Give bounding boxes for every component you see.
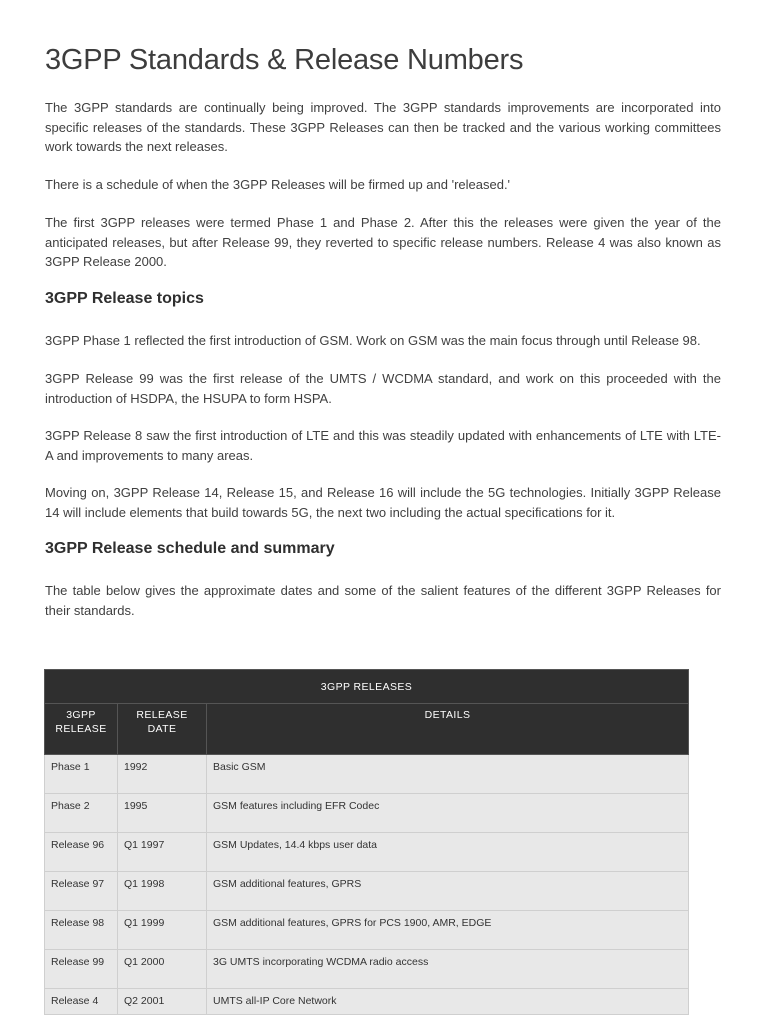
intro-paragraph: There is a schedule of when the 3GPP Releases will be firmed up and 'released.' [45, 177, 511, 192]
topic-paragraph: 3GPP Phase 1 reflected the first introduction of GSM. Work on GSM was the main focus through until Release 98. [45, 333, 701, 348]
release-cell: Release 98 [45, 911, 118, 950]
table-row [45, 794, 689, 833]
release-cell: Phase 2 [45, 794, 118, 833]
topic-paragraph: 3GPP Release 99 was the first release of the UMTS / WCDMA standard, and work on this proceeded with the introduction of HSDPA, the HSUPA to form HSPA. [45, 371, 721, 406]
section-heading-topics: 3GPP Release topics [45, 290, 204, 307]
table-row [45, 872, 689, 911]
topic-paragraph: Moving on, 3GPP Release 14, Release 15, and Release 16 will include the 5G technologies. Initially 3GPP Release 14 will include elements that build towards 5G, the next two including the actual specifications for it. [45, 485, 721, 520]
table-row [45, 833, 689, 872]
intro-paragraph: The 3GPP standards are continually being improved. The 3GPP standards improvements are incorporated into specific releases of the standards. These 3GPP Releases can then be tracked and the various working committees work towards the next releases. [45, 100, 721, 154]
date-cell: 1995 [118, 794, 207, 833]
table-header-row [45, 704, 689, 755]
column-header-release: 3GPP RELEASE [45, 704, 118, 755]
page-title: 3GPP Standards & Release Numbers [45, 44, 524, 76]
release-cell: Release 96 [45, 833, 118, 872]
topic-paragraph: 3GPP Release 8 saw the first introduction of LTE and this was steadily updated with enhancements of LTE with LTE-A and improvements to many areas. [45, 428, 721, 463]
section-heading-schedule: 3GPP Release schedule and summary [45, 540, 335, 557]
date-cell: Q1 1998 [118, 872, 207, 911]
table-caption-row [45, 670, 689, 704]
details-cell: GSM Updates, 14.4 kbps user data [207, 833, 689, 872]
details-cell: Basic GSM [207, 755, 689, 794]
details-cell: 3G UMTS incorporating WCDMA radio access [207, 950, 689, 989]
date-cell: Q1 1997 [118, 833, 207, 872]
release-cell: Release 99 [45, 950, 118, 989]
schedule-paragraph: The table below gives the approximate dates and some of the salient features of the different 3GPP Releases for their standards. [45, 583, 721, 618]
table-row [45, 755, 689, 794]
date-cell: 1992 [118, 755, 207, 794]
intro-paragraph: The first 3GPP releases were termed Phase 1 and Phase 2. After this the releases were given the year of the anticipated releases, but after Release 99, they reverted to specific release numbers. Release 4 was also known as 3GPP Release 2000. [45, 215, 721, 269]
release-cell: Release 4 [45, 989, 118, 1015]
column-header-date: RELEASE DATE [118, 704, 207, 755]
details-cell: UMTS all-IP Core Network [207, 989, 689, 1015]
table-row [45, 989, 689, 1015]
release-cell: Release 97 [45, 872, 118, 911]
date-cell: Q1 2000 [118, 950, 207, 989]
table-caption: 3GPP RELEASES [45, 670, 689, 704]
table-row [45, 950, 689, 989]
details-cell: GSM additional features, GPRS for PCS 1900, AMR, EDGE [207, 911, 689, 950]
table-row [45, 911, 689, 950]
details-cell: GSM features including EFR Codec [207, 794, 689, 833]
column-header-details: DETAILS [207, 704, 689, 755]
details-cell: GSM additional features, GPRS [207, 872, 689, 911]
release-cell: Phase 1 [45, 755, 118, 794]
date-cell: Q2 2001 [118, 989, 207, 1015]
date-cell: Q1 1999 [118, 911, 207, 950]
releases-table [44, 669, 689, 1015]
